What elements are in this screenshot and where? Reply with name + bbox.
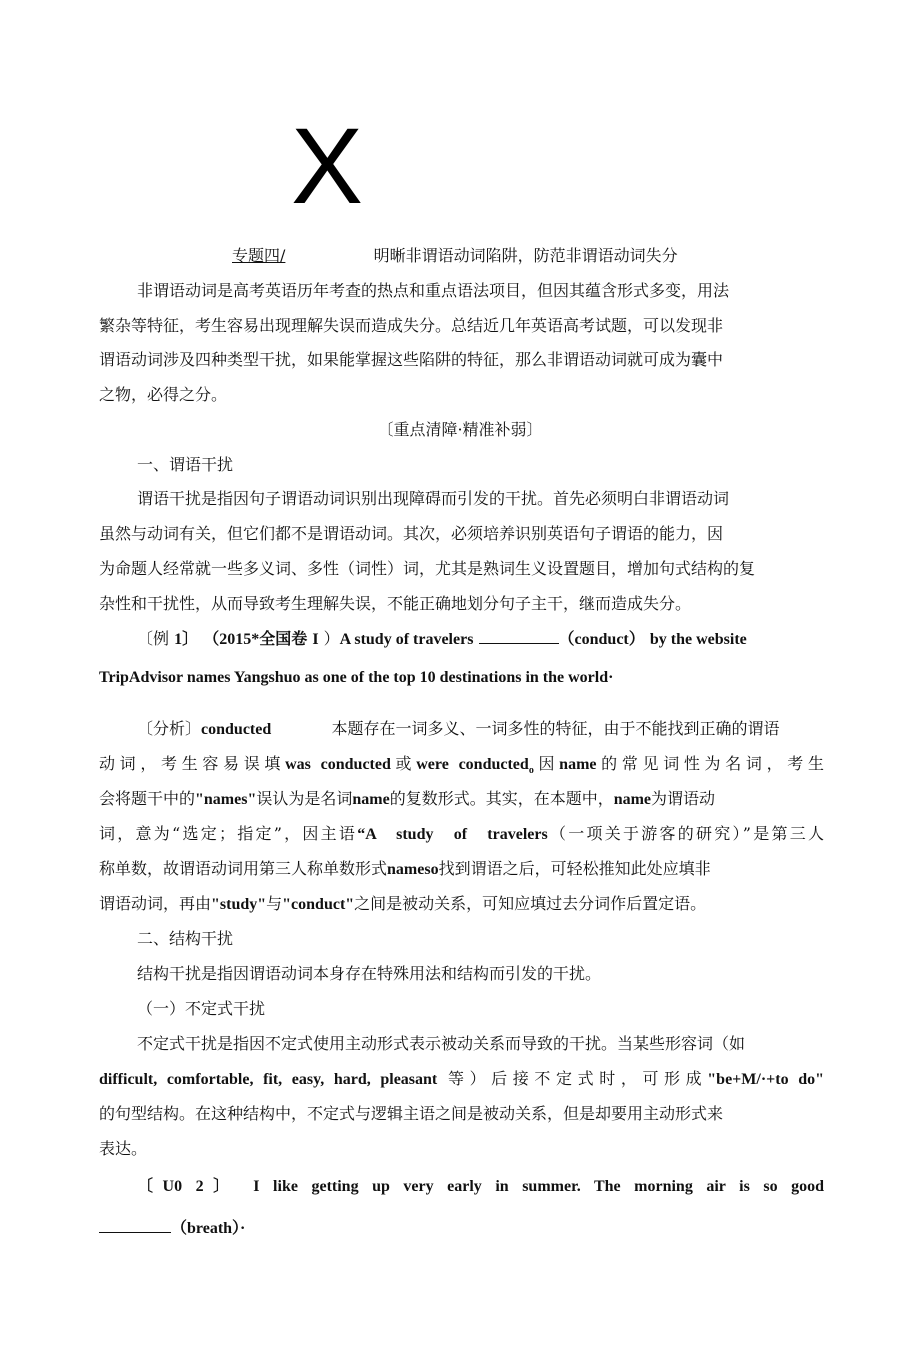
structure-formula: "be+M/·+to do" [707,1071,824,1088]
subscript-o: o [528,765,534,777]
section-1-line-4: 杂性和干扰性，从而导致考生理解失误，不能正确地划分句子主干，继而造成失分。 [99,594,692,613]
analysis-1-tag: 〔分析〕 [137,719,202,738]
section-2-para-line-1: 不定式干扰是指因不定式使用主动形式表示被动关系而导致的干扰。当某些形容词（如 [137,1034,746,1053]
adjective-list: difficult, comfortable, fit, easy, hard, pleasant [99,1071,438,1088]
answer-blank-1[interactable] [479,631,559,644]
analysis-1-line-4 [99,824,824,845]
keyword-study: "study" [211,896,267,913]
keyword-name: name [613,791,652,808]
example-1-source: （2015*全国卷 [203,631,308,648]
section-banner: 〔重点清障·精准补弱〕 [377,420,543,439]
analysis-1-text-1: 本题存在一词多义、一词多性的特征，由于不能找到正确的谓语 [331,719,780,738]
keyword-was: was [285,756,311,773]
analysis-1-answer: conducted [201,721,272,738]
topic-heading [232,246,678,266]
example-2-hint: （breath）· [171,1220,246,1237]
section-1-line-3: 为命题人经常就一些多义词、多性（词性）词，尤其是熟词生义设置题目，增加句式结构的复 [99,559,756,578]
section-2-para-line-4: 表达。 [99,1139,148,1158]
analysis-1-line-1 [137,719,779,740]
intro-line-2: 繁杂等特征，考生容易出现理解失误而造成失分。总结近几年英语高考试题，可以发现非 [99,316,724,335]
keyword-name: name [559,756,597,773]
section-2-para-line-3: 的句型结构。在这种结构中，不定式与逻辑主语之间是被动关系，但是却要用主动形式来 [99,1104,724,1123]
analysis-text: 或 [390,754,417,773]
intro-line-1: 非谓语动词是高考英语历年考查的热点和重点语法项目，但因其蕴含形式多变，用法 [137,281,730,300]
example-2-tag: 〔U0 2〕 [137,1178,239,1195]
analysis-text: 的常见词性为名词，考生 [596,754,824,773]
topic-label: 专题四/ [232,246,286,265]
analysis-1-line-2 [99,754,824,781]
analysis-text: 词，意为“选定；指定”，因主语 [99,824,358,843]
keyword-were: were [416,756,449,773]
section-1-heading: 一、谓语干扰 [137,455,234,474]
analysis-text: 之间是被动关系，可知应填过去分词作后置定语。 [354,894,707,913]
analysis-text: 谓语动词，再由 [99,894,212,913]
analysis-text: 的复数形式。其实，在本题中， [389,789,614,808]
keyword-conducted: conducted [458,756,529,773]
analysis-1-line-6 [99,894,706,915]
example-1-number: 1〕 [174,631,199,648]
example-1-rest: by the website [649,631,747,648]
keyword-name: name [352,791,390,808]
example-1-tag: 〔例 [137,629,170,648]
analysis-text: （一项关于游客的研究）”是第三人 [547,824,824,843]
section-2-intro: 结构干扰是指因谓语动词本身存在特殊用法和结构而引发的干扰。 [137,964,602,983]
topic-title: 明晰非谓语动词陷阱，防范非谓语动词失分 [373,246,678,265]
section-2-sub-1: （一）不定式干扰 [137,999,266,1018]
keyword-subject: “A study of travelers [357,826,548,843]
analysis-text: 动词，考生容易误填 [99,754,286,773]
keyword-nameso: nameso [387,861,439,878]
example-2-line-1 [137,1176,824,1197]
analysis-text: 为谓语动 [651,789,716,808]
section-1-line-2: 虽然与动词有关，但它们都不是谓语动词。其次，必须培养识别英语句子谓语的能力，因 [99,524,724,543]
section-2-text: 等）后接不定式时，可形成 [447,1069,708,1088]
analysis-text: 因 [533,754,560,773]
example-1-volume: I [312,631,319,648]
keyword-conducted: conducted [320,756,391,773]
example-1-stem: A study of travelers [339,631,474,648]
intro-line-4: 之物，必得之分。 [99,385,228,404]
analysis-text: 找到谓语之后，可轻松推知此处应填非 [438,859,711,878]
big-x-mark: X [290,105,364,226]
example-1-paren: ） [323,629,340,648]
analysis-1-line-5 [99,859,711,880]
intro-line-3: 谓语动词涉及四种类型干扰，如果能掌握这些陷阱的特征，那么非谓语动词就可成为囊中 [99,350,724,369]
keyword-names: "names" [195,791,257,808]
analysis-text: 称单数，故谓语动词用第三人称单数形式 [99,859,388,878]
example-1-line-2: TripAdvisor names Yangshuo as one of the top 10 destinations in the world· [99,669,614,686]
example-1-hint: （conduct） [558,631,645,648]
section-2-heading: 二、结构干扰 [137,929,234,948]
analysis-text: 会将题干中的 [99,789,196,808]
section-2-para-line-2 [99,1069,824,1090]
keyword-conduct: "conduct" [282,896,355,913]
section-1-line-1: 谓语干扰是指因句子谓语动词识别出现障碍而引发的干扰。首先必须明白非谓语动词 [137,489,730,508]
analysis-text: 误认为是名词 [256,789,353,808]
answer-blank-2[interactable] [99,1220,171,1233]
example-2-stem: I like getting up very early in summer. The morning air is so good [253,1178,824,1195]
example-2-line-2 [99,1218,245,1239]
analysis-text: 与 [266,894,283,913]
example-1-line-1 [137,629,747,650]
analysis-1-line-3 [99,789,715,810]
